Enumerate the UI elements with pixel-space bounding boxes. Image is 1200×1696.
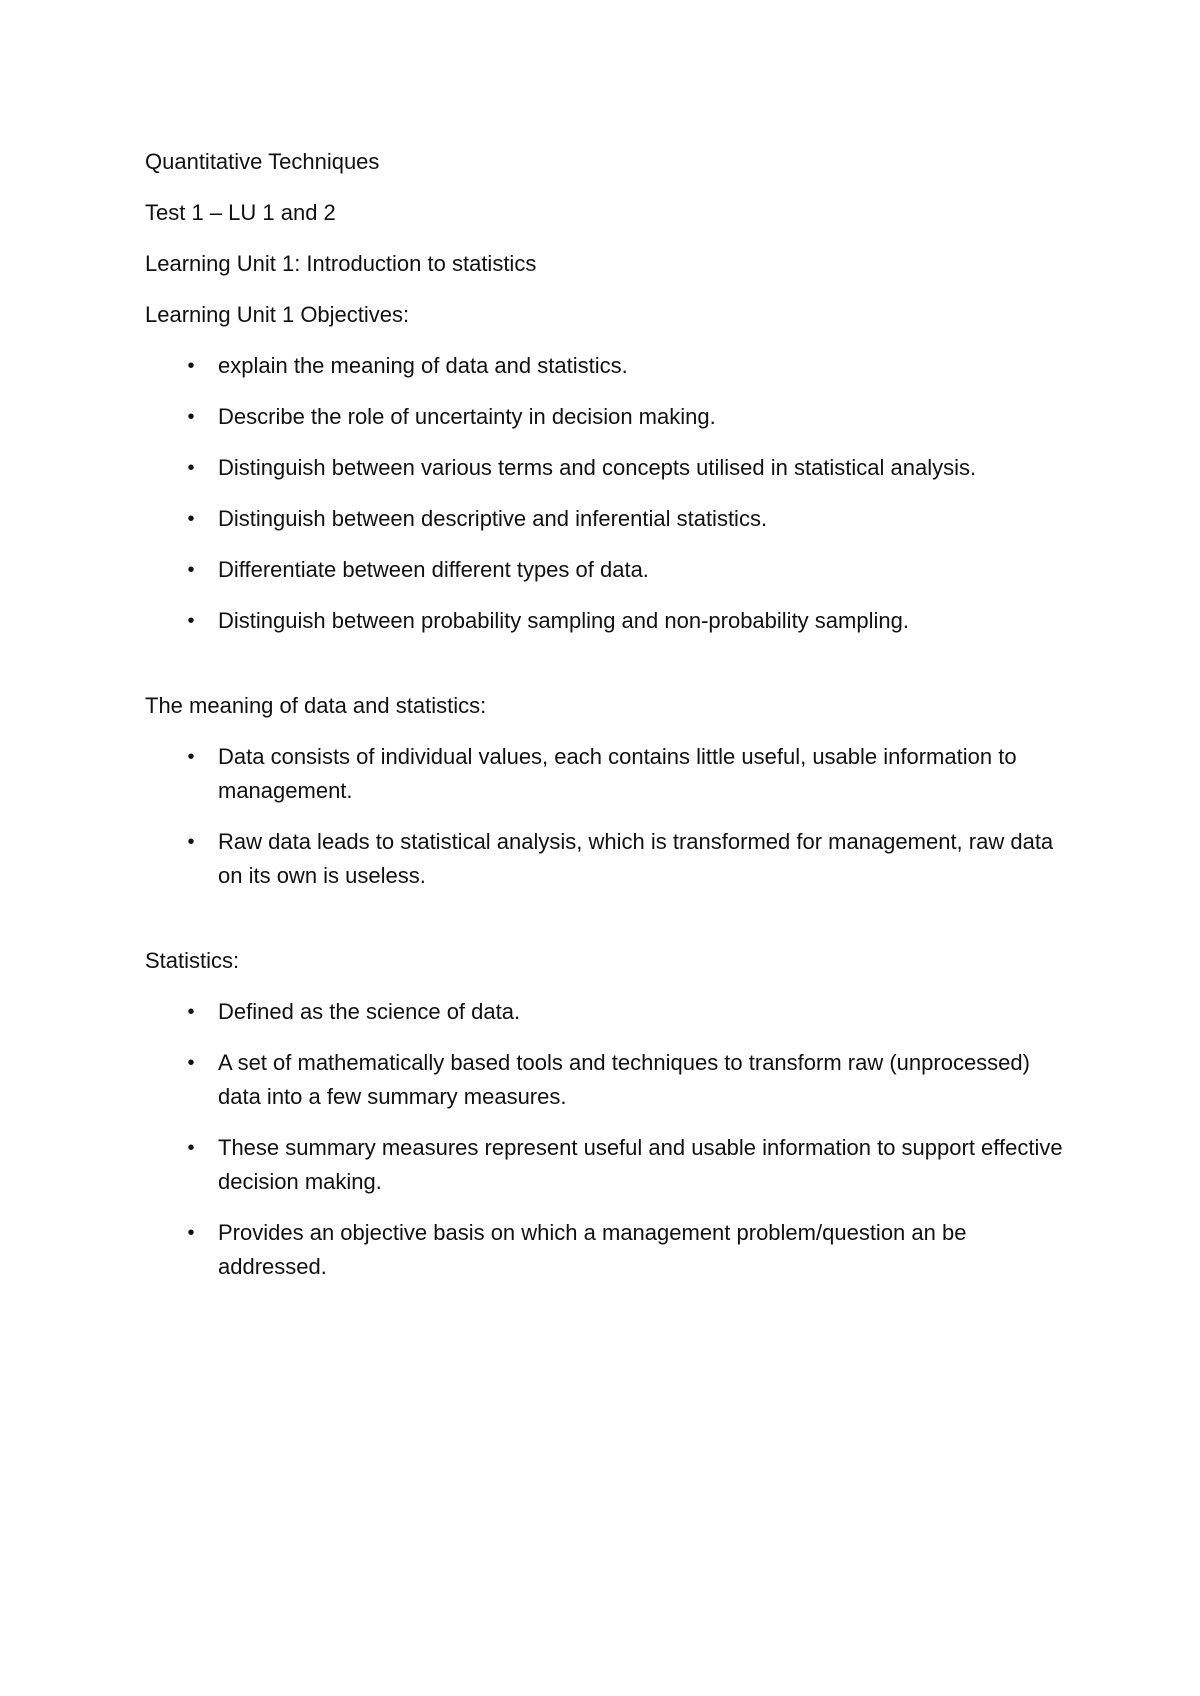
objectives-list	[145, 349, 1065, 638]
list-item	[145, 995, 1065, 1029]
bullet-icon: •	[187, 355, 195, 377]
test-title: Test 1 – LU 1 and 2	[145, 200, 336, 225]
list-item-text: Differentiate between different types of data.	[218, 557, 649, 582]
bullet-icon: •	[187, 1052, 195, 1074]
list-item	[145, 502, 1065, 536]
list-item-text: explain the meaning of data and statistics.	[218, 353, 628, 378]
statistics-list	[145, 995, 1065, 1284]
spacer	[145, 655, 1065, 689]
bullet-icon: •	[187, 559, 195, 581]
bullet-icon: •	[187, 406, 195, 428]
list-item	[145, 1216, 1065, 1284]
list-item-text: Distinguish between descriptive and inferential statistics.	[218, 506, 768, 531]
list-item	[145, 1131, 1065, 1199]
meaning-list	[145, 740, 1065, 893]
list-item-text: Raw data leads to statistical analysis, which is transformed for management, raw data on its own is useless.	[218, 829, 1054, 888]
list-item-text: Describe the role of uncertainty in decision making.	[218, 404, 716, 429]
list-item	[145, 740, 1065, 808]
list-item	[145, 1046, 1065, 1114]
list-item-text: Defined as the science of data.	[218, 999, 521, 1024]
bullet-icon: •	[187, 1137, 195, 1159]
bullet-icon: •	[187, 610, 195, 632]
objectives-heading: Learning Unit 1 Objectives:	[145, 302, 410, 327]
bullet-icon: •	[187, 831, 195, 853]
bullet-icon: •	[187, 1222, 195, 1244]
spacer	[145, 910, 1065, 944]
learning-unit-title: Learning Unit 1: Introduction to statistics	[145, 251, 537, 276]
list-item	[145, 451, 1065, 485]
statistics-section-title: Statistics:	[145, 948, 240, 973]
bullet-icon: •	[187, 457, 195, 479]
course-title: Quantitative Techniques	[145, 149, 380, 174]
list-item	[145, 825, 1065, 893]
bullet-icon: •	[187, 508, 195, 530]
list-item-text: Distinguish between various terms and concepts utilised in statistical analysis.	[218, 455, 977, 480]
list-item-text: Distinguish between probability sampling and non-probability sampling.	[218, 608, 909, 633]
list-item	[145, 553, 1065, 587]
list-item	[145, 349, 1065, 383]
list-item-text: These summary measures represent useful and usable information to support effective decision making.	[218, 1135, 1063, 1194]
document-body	[145, 145, 1065, 1301]
list-item	[145, 604, 1065, 638]
list-item-text: Data consists of individual values, each contains little useful, usable information to management.	[218, 744, 1017, 803]
bullet-icon: •	[187, 1001, 195, 1023]
list-item-text: Provides an objective basis on which a management problem/question an be addressed.	[218, 1220, 967, 1279]
list-item	[145, 400, 1065, 434]
meaning-section-title: The meaning of data and statistics:	[145, 693, 487, 718]
bullet-icon: •	[187, 746, 195, 768]
list-item-text: A set of mathematically based tools and techniques to transform raw (unprocessed) data into a few summary measures.	[218, 1050, 1030, 1109]
